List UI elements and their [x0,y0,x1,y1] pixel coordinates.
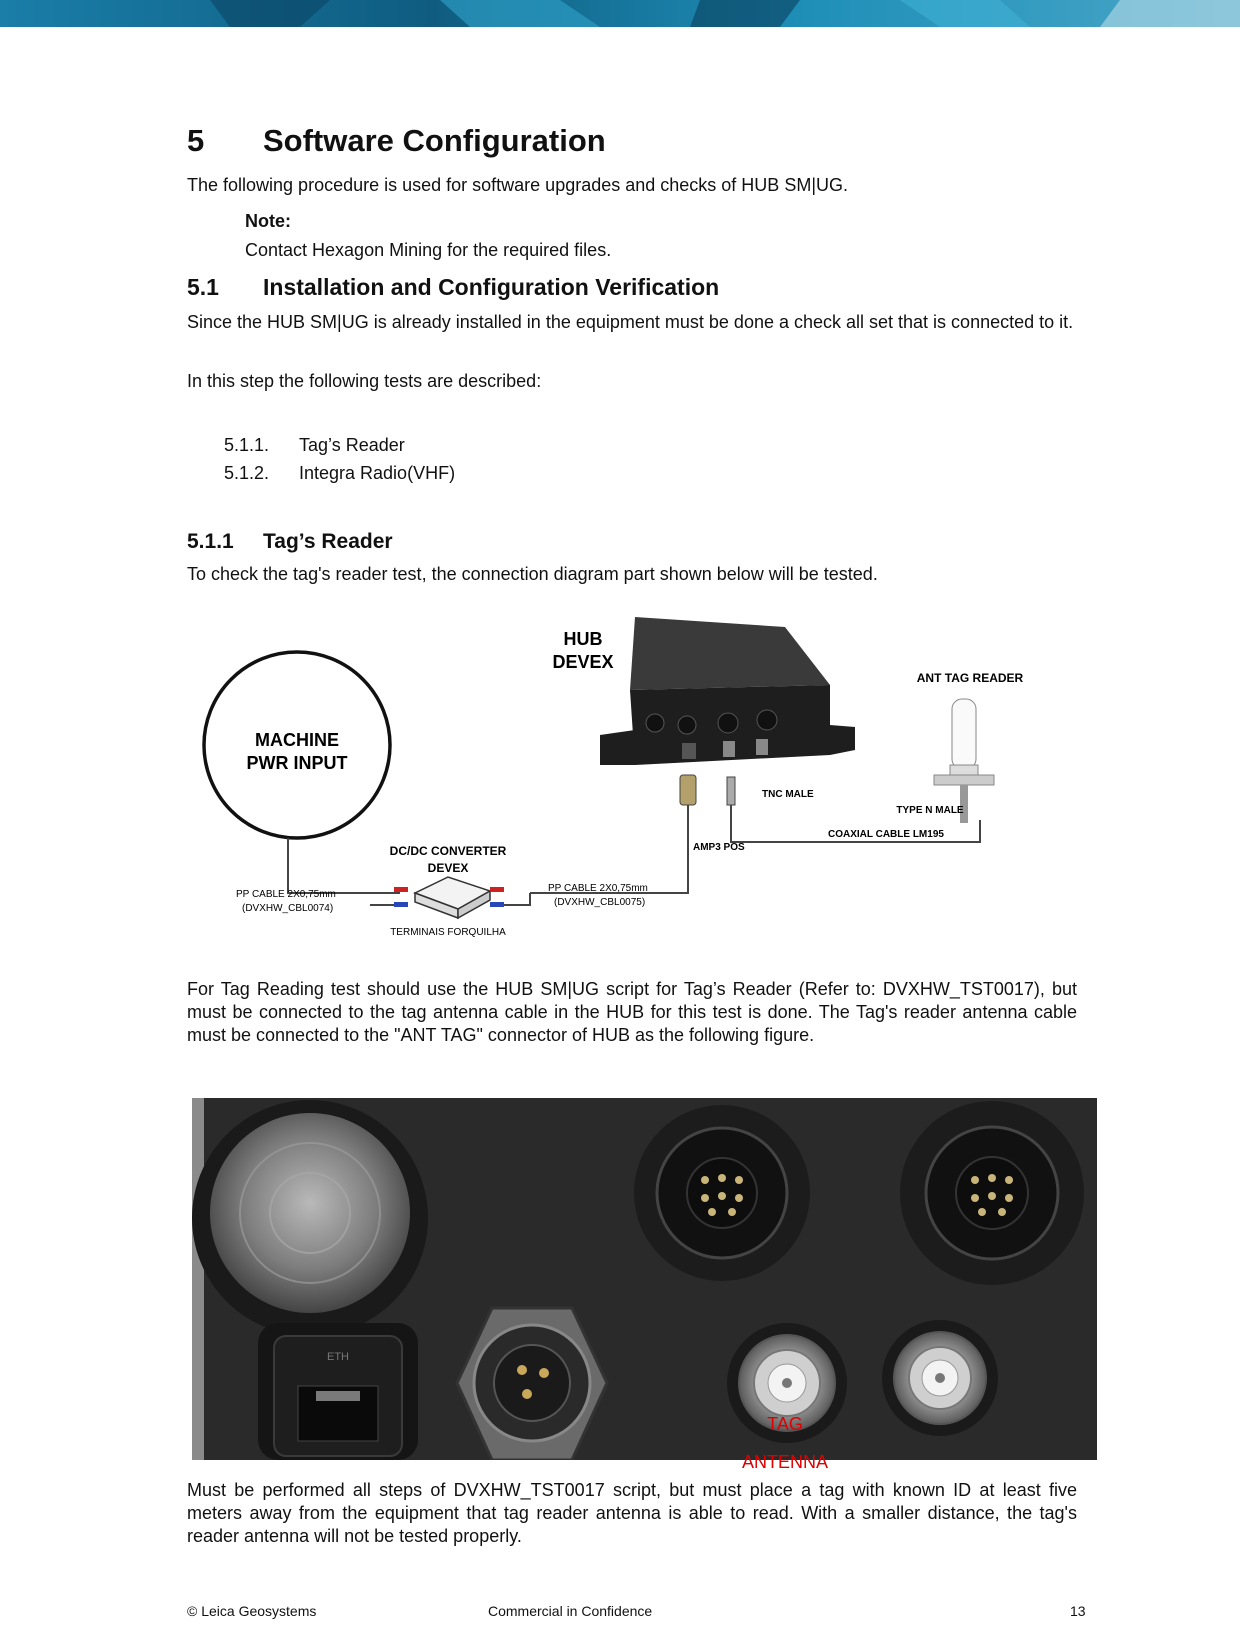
ant-tag-reader-label: ANT TAG READER [916,671,1024,685]
header-band [0,0,1240,27]
subsection-title: Installation and Configuration Verification [263,274,720,300]
coax-cable-label: COAXIAL CABLE LM195 [828,829,944,840]
type-n-male-label: TYPE N MALE [896,805,964,816]
amp3-pos-label: AMP3 POS [693,842,745,853]
para-tag-reading: For Tag Reading test should use the HUB SM|UG script for Tag’s Reader (Refer to: DVXHW_TST0017), but must be connected to the tag antenna cable in the HUB for this test is done. The Tag's reader antenna cable must be connected to the "ANT TAG" connector of HUB as the following figure. [187,979,1077,1045]
para-check: To check the tag's reader test, the connection diagram part shown below will be tested. [187,564,878,584]
circular-connector [900,1101,1084,1285]
dcdc-label-1: DC/DC CONVERTER [389,844,507,858]
test-label: Integra Radio(VHF) [299,463,456,483]
antenna-connector [882,1320,998,1436]
intro-text: The following procedure is used for software upgrades and checks of HUB SM|UG. [187,175,848,195]
terminal-blue [394,902,408,907]
para-installed: Since the HUB SM|UG is already installed in the equipment must be done a check all set that is connected to it. [187,312,1074,332]
section-title: Software Configuration [263,123,606,158]
test-list-item [224,463,455,484]
terminal-blue [490,902,504,907]
para-must-perform: Must be performed all steps of DVXHW_TST0017 script, but must place a tag with known ID at least five meters away from the equipment that tag reader antenna is able to read. With a smaller distance, the tag's reader antenna will not be tested properly. [187,1480,1077,1546]
machine-cable-line [288,838,400,893]
amp3-connector [680,775,696,805]
subsection-number: 5.1 [187,274,219,300]
test-number: 5.1.1. [224,435,270,455]
pp-cable-right-2: (DVXHW_CBL0075) [554,897,646,908]
tnc-male-label: TNC MALE [762,789,814,800]
tnc-connector [727,777,735,805]
hub-label-2: DEVEX [552,652,614,672]
terminal-red [490,887,504,892]
pp-cable-left-1: PP CABLE 2X0,75mm [236,889,336,900]
amp3-cable-line [530,805,688,893]
dcdc-converter-box [415,877,490,918]
hub-label-1: HUB [563,629,603,649]
terminal-red [394,887,408,892]
pp-cable-left-2: (DVXHW_CBL0074) [242,903,334,914]
cable-line [504,893,530,905]
circular-connector [634,1105,810,1281]
tag-antenna-label-1: TAG [767,1414,803,1434]
test-list-item [224,435,405,456]
subsub-number: 5.1.1 [187,530,234,553]
subsubsection-heading [187,530,393,554]
hub-device [600,617,855,765]
connection-diagram [190,615,1070,965]
section-heading [187,123,606,159]
section-number: 5 [187,123,205,158]
machine-label-1: MACHINE [255,730,339,750]
pp-cable-right-1: PP CABLE 2X0,75mm [548,883,648,894]
terminais-label: TERMINAIS FORQUILHA [390,927,506,938]
connector-photo [192,1098,1097,1460]
footer-page-number: 13 [1070,1603,1086,1619]
dcdc-label-2: DEVEX [427,861,469,875]
subsection-heading [187,274,719,301]
subsub-title: Tag’s Reader [263,530,393,553]
test-number: 5.1.2. [224,463,270,483]
note-text: Contact Hexagon Mining for the required files. [245,240,612,260]
footer-confidentiality: Commercial in Confidence [488,1603,653,1619]
eth-label: ETH [327,1351,349,1363]
para-step: In this step the following tests are described: [187,371,542,391]
test-label: Tag’s Reader [299,435,405,455]
machine-label-2: PWR INPUT [246,753,348,773]
tag-antenna-label-2: ANTENNA [741,1452,828,1472]
note-label: Note: [245,211,291,231]
footer-copyright: © Leica Geosystems [187,1603,317,1619]
ethernet-port [258,1323,418,1460]
